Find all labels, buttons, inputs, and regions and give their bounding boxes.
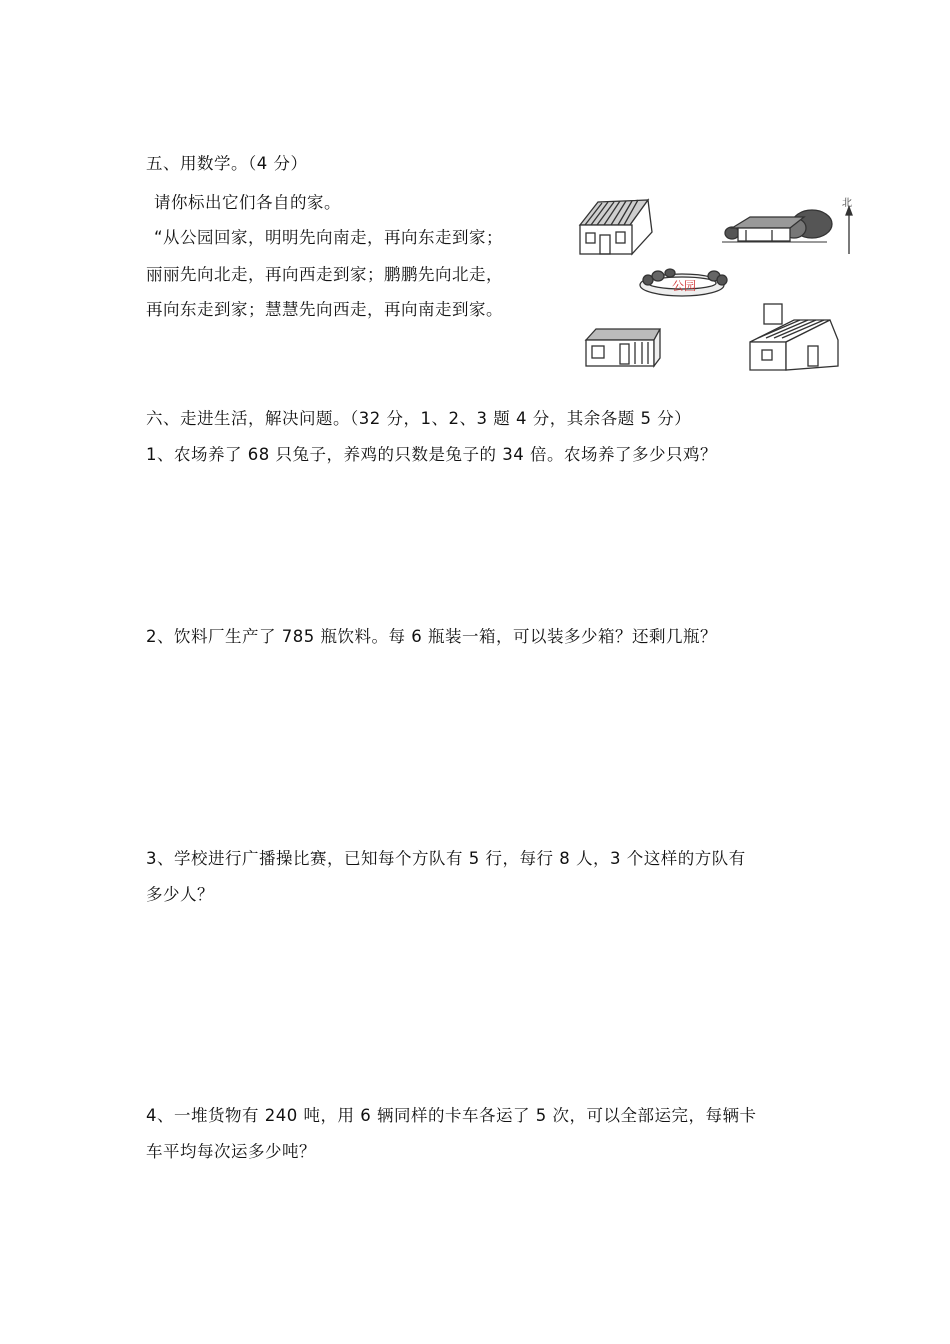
north-arrow-icon	[842, 197, 852, 254]
direction-map	[572, 192, 862, 374]
section5-quote-line: 再向东走到家；慧慧先向西走，再向南走到家。	[146, 300, 503, 319]
cottage-icon	[750, 304, 838, 370]
problem-3-continuation: 多少人？	[146, 885, 214, 904]
section5-quote-line: “从公园回家，明明先向南走，再向东走到家；	[154, 228, 504, 247]
problem-4-continuation: 车平均每次运多少吨？	[146, 1142, 316, 1161]
section5-heading: 五、用数学。（4 分）	[146, 154, 308, 173]
section6-heading: 六、走进生活，解决问题。（32 分，1、2、3 题 4 分，其余各题 5 分）	[146, 409, 692, 428]
problem-2: 2、饮料厂生产了 785 瓶饮料。每 6 瓶装一箱，可以装多少箱？还剩几瓶？	[146, 627, 717, 646]
problem-1: 1、农场养了 68 只兔子，养鸡的只数是兔子的 34 倍。农场养了多少只鸡？	[146, 445, 717, 464]
problem-4: 4、一堆货物有 240 吨，用 6 辆同样的卡车各运了 5 次，可以全部运完，每辆卡	[146, 1106, 757, 1125]
house-icon	[580, 200, 652, 254]
north-label: 北	[842, 198, 852, 209]
section5-quote-line: 丽丽先向北走，再向西走到家；鹏鹏先向北走，	[146, 265, 503, 284]
school-building-icon	[586, 329, 660, 366]
problem-3: 3、学校进行广播操比赛，已知每个方队有 5 行，每行 8 人，3 个这样的方队有	[146, 849, 746, 868]
farm-house-icon	[722, 210, 832, 242]
park-icon	[640, 269, 727, 296]
park-label: 公园	[672, 279, 697, 293]
section5-instruction: 请你标出它们各自的家。	[154, 193, 341, 212]
